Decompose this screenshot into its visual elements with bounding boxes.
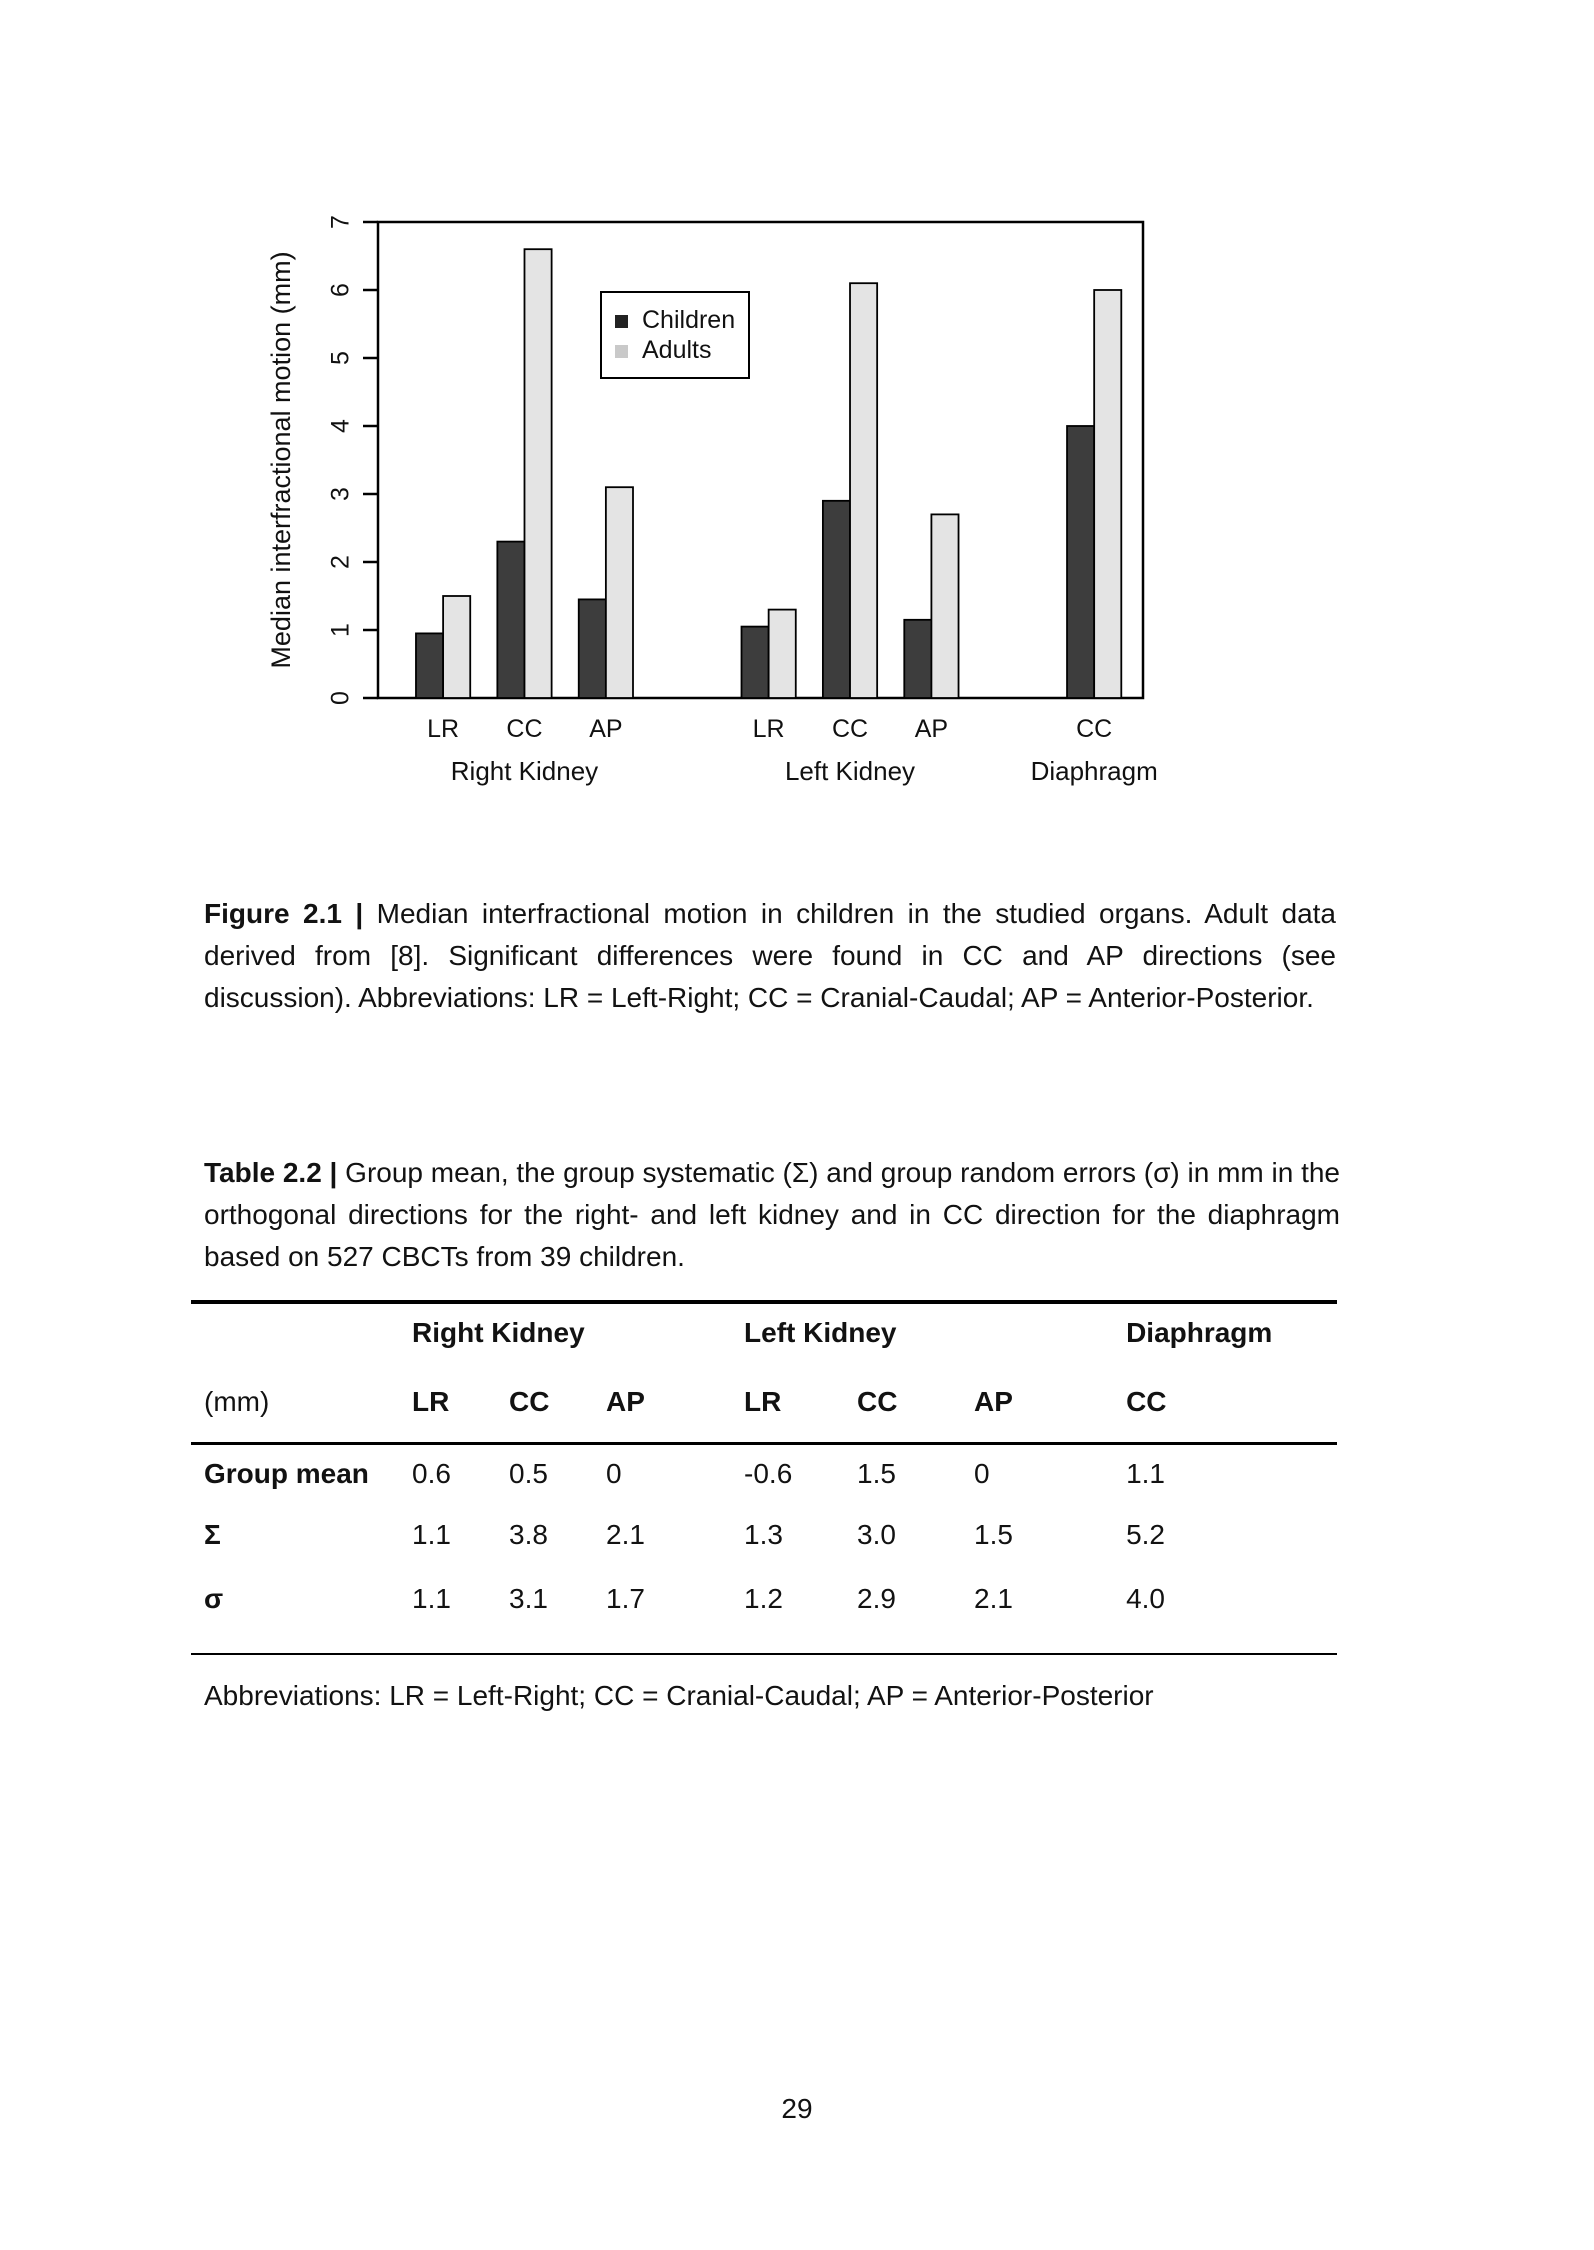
y-tick-label-3: 3 xyxy=(326,487,355,501)
legend-box xyxy=(601,292,749,378)
y-tick-label-1: 1 xyxy=(326,623,355,637)
cell-random-dia-cc: 4.0 xyxy=(1126,1583,1165,1614)
table-2-2-wrapper xyxy=(191,1300,1337,1655)
figure-2-1-bar-chart xyxy=(190,130,1160,820)
cell-systematic-rk-ap: 2.1 xyxy=(606,1519,645,1550)
row-label-random-error: σ xyxy=(204,1583,224,1614)
x-axis-label-left-kidney-cc: CC xyxy=(831,715,869,743)
cell-random-lk-lr: 1.2 xyxy=(744,1583,783,1614)
y-tick-label-0: 0 xyxy=(326,691,355,705)
y-tick-label-5: 5 xyxy=(326,351,355,365)
group-header-diaphragm: Diaphragm xyxy=(1126,1317,1273,1348)
x-axis-label-right-kidney-ap: AP xyxy=(589,715,623,743)
bar-adults-right-kidney-lr xyxy=(443,596,470,698)
y-axis-title: Median interfractional motion (mm) xyxy=(266,251,297,669)
group-header-right-kidney: Right Kidney xyxy=(412,1317,585,1348)
bar-children-left-kidney-ap xyxy=(904,620,931,698)
bar-children-diaphragm-cc xyxy=(1067,426,1094,698)
bar-children-right-kidney-ap xyxy=(579,599,606,698)
bar-adults-left-kidney-lr xyxy=(769,610,796,698)
figure-caption xyxy=(204,893,1336,1019)
cell-group-mean-rk-cc: 0.5 xyxy=(509,1458,548,1489)
cell-systematic-lk-cc: 3.0 xyxy=(857,1519,896,1550)
legend-label-children: Children xyxy=(642,306,736,334)
cell-group-mean-rk-ap: 0 xyxy=(606,1458,622,1489)
x-group-label-left-kidney: Left Kidney xyxy=(784,756,916,786)
cell-group-mean-rk-lr: 0.6 xyxy=(412,1458,451,1489)
table-row-sigma-random xyxy=(191,1567,1337,1654)
cell-systematic-rk-lr: 1.1 xyxy=(412,1519,451,1550)
bar-adults-left-kidney-ap xyxy=(931,514,958,698)
cell-group-mean-lk-cc: 1.5 xyxy=(857,1458,896,1489)
cell-systematic-lk-ap: 1.5 xyxy=(974,1519,1013,1550)
cell-random-rk-lr: 1.1 xyxy=(412,1583,451,1614)
legend-swatch-children-icon xyxy=(615,315,628,328)
y-tick-label-6: 6 xyxy=(326,283,355,297)
row-label-systematic-error: Σ xyxy=(204,1519,221,1550)
group-header-left-kidney: Left Kidney xyxy=(744,1317,897,1348)
row-label-group-mean: Group mean xyxy=(204,1458,369,1489)
table-2-2 xyxy=(191,1300,1337,1655)
bar-children-left-kidney-lr xyxy=(742,627,769,698)
x-axis-label-left-kidney-ap: AP xyxy=(914,715,949,743)
cell-group-mean-lk-lr: -0.6 xyxy=(744,1458,793,1489)
x-axis-label-diaphragm-cc: CC xyxy=(1076,715,1113,743)
cell-random-lk-ap: 2.1 xyxy=(974,1583,1013,1614)
cell-systematic-rk-cc: 3.8 xyxy=(509,1519,548,1550)
bar-children-left-kidney-cc xyxy=(823,501,850,698)
cell-systematic-dia-cc: 5.2 xyxy=(1126,1519,1165,1550)
col-header-rk-cc: CC xyxy=(509,1362,606,1444)
col-header-lk-ap: AP xyxy=(974,1362,1126,1444)
y-tick-label-2: 2 xyxy=(326,555,355,569)
figure-caption-label: Figure 2.1 | xyxy=(204,898,364,929)
x-axis-label-right-kidney-cc: CC xyxy=(506,715,543,743)
col-header-rk-ap: AP xyxy=(606,1362,744,1444)
table-corner-cell xyxy=(191,1302,412,1362)
legend-swatch-adults-icon xyxy=(615,345,628,358)
bar-adults-left-kidney-cc xyxy=(850,283,877,698)
unit-label-cell: (mm) xyxy=(191,1362,412,1444)
x-group-label-right-kidney: Right Kidney xyxy=(450,756,599,786)
bar-adults-right-kidney-ap xyxy=(606,487,633,698)
y-tick-label-4: 4 xyxy=(326,419,355,433)
legend-label-adults: Adults xyxy=(642,336,712,364)
bar-adults-right-kidney-cc xyxy=(524,249,551,698)
table-caption-label: Table 2.2 | xyxy=(204,1157,338,1188)
col-header-rk-lr: LR xyxy=(412,1362,509,1444)
x-axis-label-left-kidney-lr: LR xyxy=(752,715,785,743)
table-column-header-row xyxy=(191,1362,1337,1444)
bar-children-right-kidney-cc xyxy=(497,542,524,698)
col-header-lk-cc: CC xyxy=(857,1362,974,1444)
cell-systematic-lk-lr: 1.3 xyxy=(744,1519,783,1550)
cell-random-rk-ap: 1.7 xyxy=(606,1583,645,1614)
y-tick-label-7: 7 xyxy=(326,215,355,229)
figure-caption-text: Median interfractional motion in children in the studied organs. Adult data derived from [8]. Significant differences were found in CC and AP directions (see discussion). Abbreviations: LR = Left-Right; CC = Cranial-Caudal; AP = Anterior-Posterior. xyxy=(204,898,1337,1013)
table-group-header-row xyxy=(191,1302,1337,1362)
x-group-label-diaphragm: Diaphragm xyxy=(1030,756,1158,786)
cell-random-rk-cc: 3.1 xyxy=(509,1583,548,1614)
table-caption-text: Group mean, the group systematic (Σ) and group random errors (σ) in mm in the orthogonal directions for the right- and left kidney and in CC direction for the diaphragm based on 527 CBCTs from 39 children. xyxy=(204,1157,1341,1272)
cell-group-mean-dia-cc: 1.1 xyxy=(1126,1458,1165,1489)
cell-group-mean-lk-ap: 0 xyxy=(974,1458,990,1489)
col-header-dia-cc: CC xyxy=(1126,1362,1337,1444)
table-footnote: Abbreviations: LR = Left-Right; CC = Cranial-Caudal; AP = Anterior-Posterior xyxy=(204,1680,1154,1711)
table-row-sigma-systematic xyxy=(191,1503,1337,1567)
bar-children-right-kidney-lr xyxy=(416,633,443,698)
col-header-lk-lr: LR xyxy=(744,1362,857,1444)
cell-random-lk-cc: 2.9 xyxy=(857,1583,896,1614)
table-row-group-mean xyxy=(191,1444,1337,1504)
page-number: 29 xyxy=(781,2093,813,2124)
x-axis-label-right-kidney-lr: LR xyxy=(427,715,460,743)
bar-adults-diaphragm-cc xyxy=(1094,290,1121,698)
table-caption xyxy=(204,1152,1340,1278)
